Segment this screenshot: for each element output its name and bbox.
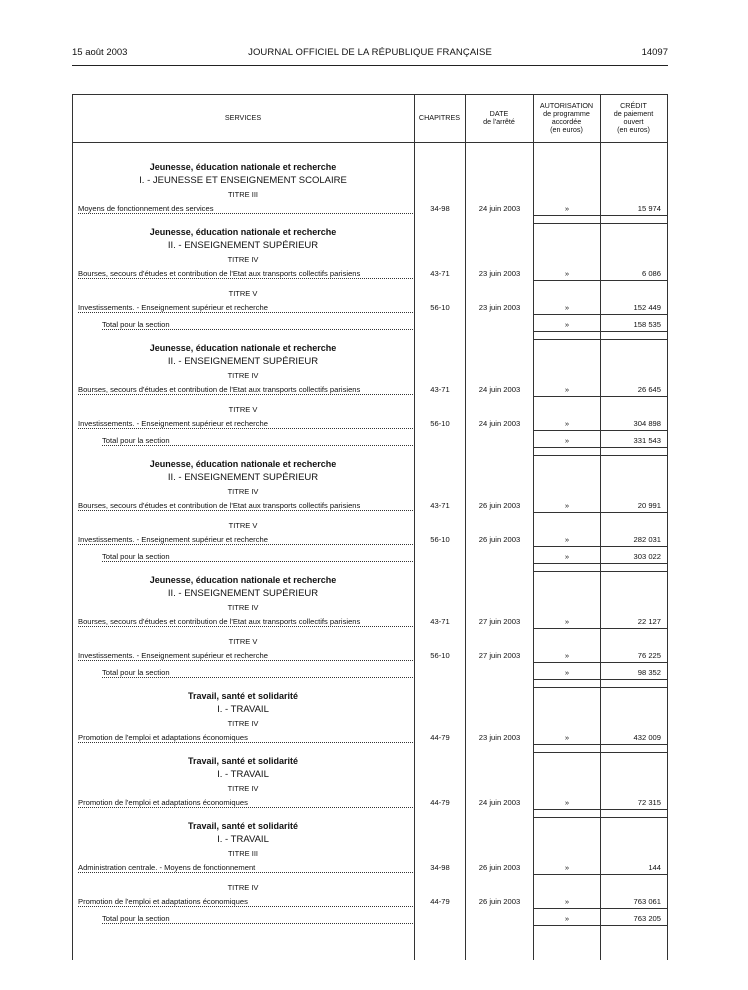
- autorisation-cell: »: [564, 269, 570, 278]
- autorisation-cell: »: [564, 863, 570, 872]
- row-divider: [533, 628, 668, 629]
- service-label: [78, 617, 414, 626]
- total-label: [102, 552, 414, 561]
- date-cell: 24 juin 2003: [478, 385, 521, 394]
- page-header: [72, 47, 668, 61]
- section-title: Jeunesse, éducation nationale et recherche: [149, 575, 337, 585]
- total-label: [102, 914, 414, 923]
- date-cell: 23 juin 2003: [478, 733, 521, 742]
- row-divider: [533, 215, 668, 216]
- row-divider: [533, 744, 668, 745]
- dotted-leader: [78, 544, 413, 545]
- credit-cell: 20 991: [637, 501, 661, 510]
- service-label-text: Bourses, secours d'études et contribution de l'Etat aux transports collectifs parisiens: [78, 617, 361, 626]
- service-label: [78, 798, 414, 807]
- date-cell: 23 juin 2003: [478, 303, 521, 312]
- dotted-leader: [78, 807, 413, 808]
- chapitre-cell: 56-10: [430, 303, 450, 312]
- autorisation-cell: »: [564, 897, 570, 906]
- autorisation-cell: »: [564, 204, 570, 213]
- row-divider: [533, 563, 668, 564]
- autorisation-cell: »: [564, 436, 570, 445]
- titre-heading: TITRE IV: [227, 487, 259, 496]
- section-title: Jeunesse, éducation nationale et recherche: [149, 227, 337, 237]
- section-title: Jeunesse, éducation nationale et recherche: [149, 162, 337, 172]
- titre-heading: TITRE IV: [227, 255, 259, 264]
- section-title: Jeunesse, éducation nationale et recherche: [149, 459, 337, 469]
- chapitre-cell: 56-10: [430, 535, 450, 544]
- dotted-leader: [78, 278, 413, 279]
- date-cell: 26 juin 2003: [478, 501, 521, 510]
- service-label-text: Promotion de l'emploi et adaptations économiques: [78, 733, 248, 742]
- header-page-number: 14097: [641, 47, 668, 58]
- date-cell: 26 juin 2003: [478, 897, 521, 906]
- dotted-leader: [78, 213, 413, 214]
- autorisation-cell: »: [564, 419, 570, 428]
- row-divider: [533, 908, 668, 909]
- date-cell: 26 juin 2003: [478, 863, 521, 872]
- service-label: [78, 204, 414, 213]
- row-divider: [533, 679, 668, 680]
- col-header-credit: CRÉDIT de paiement ouvert (en euros): [613, 101, 654, 134]
- credit-cell: 72 315: [637, 798, 661, 807]
- chapitre-cell: 43-71: [430, 269, 450, 278]
- titre-heading: TITRE III: [228, 190, 258, 199]
- total-label-text: Total pour la section: [102, 668, 170, 677]
- dotted-leader: [78, 906, 413, 907]
- dotted-leader: [78, 872, 413, 873]
- autorisation-cell: »: [564, 733, 570, 742]
- autorisation-cell: »: [564, 914, 570, 923]
- titre-heading: TITRE III: [228, 849, 258, 858]
- dotted-leader: [78, 626, 413, 627]
- row-divider: [533, 571, 668, 572]
- service-label-text: Investissements. - Enseignement supérieur et recherche: [78, 651, 268, 660]
- row-divider: [533, 455, 668, 456]
- section-title: Jeunesse, éducation nationale et recherche: [149, 343, 337, 353]
- total-label-text: Total pour la section: [102, 320, 170, 329]
- service-label: [78, 385, 414, 394]
- service-label: [78, 733, 414, 742]
- dotted-leader: [102, 329, 413, 330]
- dotted-leader: [78, 312, 413, 313]
- row-divider: [533, 396, 668, 397]
- col-header-autorisation: AUTORISATION de programme accordée (en euros): [539, 101, 594, 134]
- col-border-services: [414, 94, 415, 960]
- credits-table: [72, 94, 668, 960]
- total-label-text: Total pour la section: [102, 436, 170, 445]
- section-subtitle: I. - TRAVAIL: [217, 769, 269, 780]
- service-label-text: Investissements. - Enseignement supérieur et recherche: [78, 303, 268, 312]
- total-label-text: Total pour la section: [102, 552, 170, 561]
- section-subtitle: I. - JEUNESSE ET ENSEIGNEMENT SCOLAIRE: [139, 175, 347, 186]
- date-cell: 27 juin 2003: [478, 651, 521, 660]
- dotted-leader: [102, 561, 413, 562]
- total-label: [102, 320, 414, 329]
- titre-heading: TITRE IV: [227, 371, 259, 380]
- titre-heading: TITRE IV: [227, 883, 259, 892]
- credit-cell: 304 898: [633, 419, 661, 428]
- date-cell: 24 juin 2003: [478, 419, 521, 428]
- dotted-leader: [78, 660, 413, 661]
- row-divider: [533, 687, 668, 688]
- chapitre-cell: 44-79: [430, 798, 450, 807]
- row-divider: [533, 817, 668, 818]
- row-divider: [533, 512, 668, 513]
- row-divider: [533, 314, 668, 315]
- titre-heading: TITRE IV: [227, 784, 259, 793]
- service-label-text: Promotion de l'emploi et adaptations économiques: [78, 897, 248, 906]
- autorisation-cell: »: [564, 535, 570, 544]
- service-label: [78, 863, 414, 872]
- autorisation-cell: »: [564, 668, 570, 677]
- date-cell: 24 juin 2003: [478, 798, 521, 807]
- autorisation-cell: »: [564, 552, 570, 561]
- col-border-chapitres: [465, 94, 466, 960]
- section-subtitle: II. - ENSEIGNEMENT SUPÉRIEUR: [167, 356, 319, 367]
- credit-cell: 15 974: [637, 204, 661, 213]
- service-label-text: Bourses, secours d'études et contribution de l'Etat aux transports collectifs parisiens: [78, 501, 361, 510]
- autorisation-cell: »: [564, 320, 570, 329]
- dotted-leader: [102, 923, 413, 924]
- credit-cell: 763 205: [633, 914, 661, 923]
- section-subtitle: I. - TRAVAIL: [217, 834, 269, 845]
- date-cell: 24 juin 2003: [478, 204, 521, 213]
- service-label: [78, 651, 414, 660]
- titre-heading: TITRE V: [228, 405, 258, 414]
- credit-cell: 282 031: [633, 535, 661, 544]
- service-label-text: Bourses, secours d'études et contribution de l'Etat aux transports collectifs parisiens: [78, 269, 361, 278]
- credit-cell: 158 535: [633, 320, 661, 329]
- header-journal-title: JOURNAL OFFICIEL DE LA RÉPUBLIQUE FRANÇAISE: [248, 47, 492, 58]
- row-divider: [533, 662, 668, 663]
- row-divider: [533, 546, 668, 547]
- chapitre-cell: 44-79: [430, 733, 450, 742]
- credit-cell: 303 022: [633, 552, 661, 561]
- section-title: Travail, santé et solidarité: [187, 691, 299, 701]
- row-divider: [533, 925, 668, 926]
- autorisation-cell: »: [564, 617, 570, 626]
- autorisation-cell: »: [564, 798, 570, 807]
- service-label: [78, 897, 414, 906]
- dotted-leader: [102, 677, 413, 678]
- row-divider: [533, 339, 668, 340]
- service-label-text: Investissements. - Enseignement supérieur et recherche: [78, 535, 268, 544]
- header-date: 15 août 2003: [72, 47, 128, 58]
- chapitre-cell: 43-71: [430, 617, 450, 626]
- chapitre-cell: 43-71: [430, 501, 450, 510]
- credit-cell: 26 645: [637, 385, 661, 394]
- total-label: [102, 668, 414, 677]
- dotted-leader: [78, 428, 413, 429]
- chapitre-cell: 34-98: [430, 204, 450, 213]
- date-cell: 26 juin 2003: [478, 535, 521, 544]
- dotted-leader: [78, 742, 413, 743]
- titre-heading: TITRE IV: [227, 603, 259, 612]
- dotted-leader: [102, 445, 413, 446]
- header-rule: [72, 65, 668, 66]
- chapitre-cell: 34-98: [430, 863, 450, 872]
- titre-heading: TITRE V: [228, 521, 258, 530]
- chapitre-cell: 44-79: [430, 897, 450, 906]
- col-header-chapitres: CHAPITRES: [418, 113, 461, 122]
- service-label: [78, 269, 414, 278]
- section-subtitle: II. - ENSEIGNEMENT SUPÉRIEUR: [167, 588, 319, 599]
- credit-cell: 98 352: [637, 668, 661, 677]
- credit-cell: 144: [648, 863, 661, 872]
- row-divider: [533, 874, 668, 875]
- credit-cell: 331 543: [633, 436, 661, 445]
- header-bottom-border: [72, 142, 668, 143]
- row-divider: [533, 331, 668, 332]
- row-divider: [533, 430, 668, 431]
- credit-cell: 152 449: [633, 303, 661, 312]
- chapitre-cell: 43-71: [430, 385, 450, 394]
- service-label: [78, 419, 414, 428]
- service-label: [78, 535, 414, 544]
- autorisation-cell: »: [564, 303, 570, 312]
- service-label: [78, 501, 414, 510]
- service-label-text: Investissements. - Enseignement supérieur et recherche: [78, 419, 268, 428]
- row-divider: [533, 752, 668, 753]
- titre-heading: TITRE V: [228, 289, 258, 298]
- row-divider: [533, 809, 668, 810]
- chapitre-cell: 56-10: [430, 651, 450, 660]
- credit-cell: 76 225: [637, 651, 661, 660]
- col-header-services: SERVICES: [224, 113, 262, 122]
- service-label: [78, 303, 414, 312]
- credit-cell: 6 086: [641, 269, 661, 278]
- credit-cell: 22 127: [637, 617, 661, 626]
- titre-heading: TITRE IV: [227, 719, 259, 728]
- date-cell: 23 juin 2003: [478, 269, 521, 278]
- service-label-text: Promotion de l'emploi et adaptations économiques: [78, 798, 248, 807]
- chapitre-cell: 56-10: [430, 419, 450, 428]
- service-label-text: Administration centrale. - Moyens de fonctionnement: [78, 863, 256, 872]
- total-label: [102, 436, 414, 445]
- autorisation-cell: »: [564, 651, 570, 660]
- titre-heading: TITRE V: [228, 637, 258, 646]
- autorisation-cell: »: [564, 385, 570, 394]
- credit-cell: 763 061: [633, 897, 661, 906]
- total-label-text: Total pour la section: [102, 914, 170, 923]
- autorisation-cell: »: [564, 501, 570, 510]
- date-cell: 27 juin 2003: [478, 617, 521, 626]
- section-title: Travail, santé et solidarité: [187, 821, 299, 831]
- col-header-date: DATE de l'arrêté: [483, 109, 515, 126]
- dotted-leader: [78, 394, 413, 395]
- row-divider: [533, 280, 668, 281]
- row-divider: [533, 447, 668, 448]
- dotted-leader: [78, 510, 413, 511]
- credit-cell: 432 009: [633, 733, 661, 742]
- service-label-text: Moyens de fonctionnement des services: [78, 204, 214, 213]
- service-label-text: Bourses, secours d'études et contribution de l'Etat aux transports collectifs parisiens: [78, 385, 361, 394]
- section-subtitle: I. - TRAVAIL: [217, 704, 269, 715]
- section-subtitle: II. - ENSEIGNEMENT SUPÉRIEUR: [167, 240, 319, 251]
- section-subtitle: II. - ENSEIGNEMENT SUPÉRIEUR: [167, 472, 319, 483]
- row-divider: [533, 223, 668, 224]
- section-title: Travail, santé et solidarité: [187, 756, 299, 766]
